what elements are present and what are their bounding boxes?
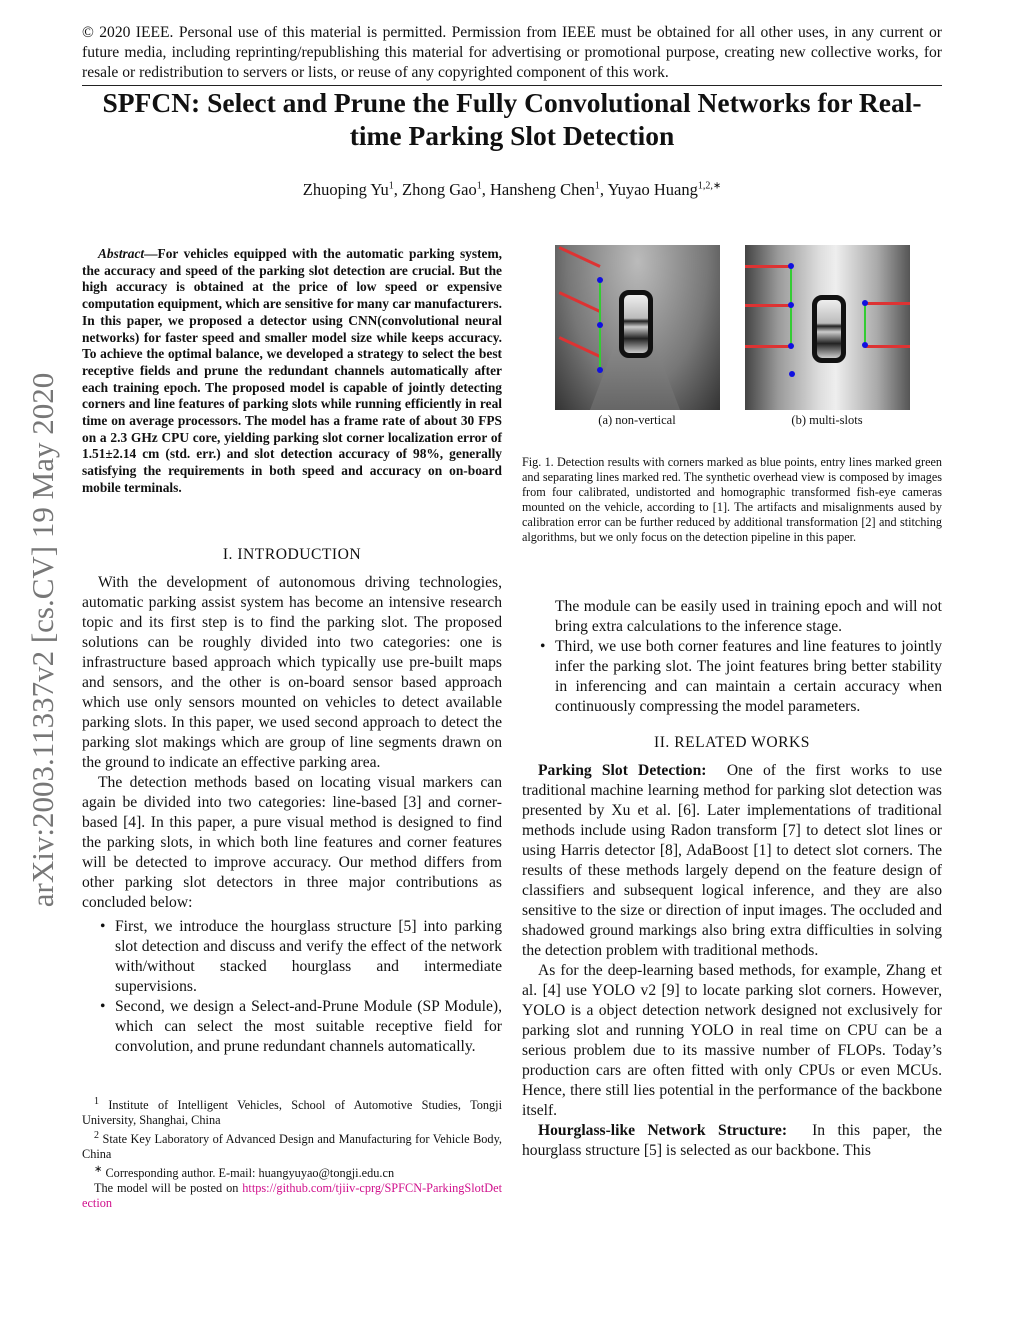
footnote: State Key Laboratory of Advanced Design and Manufacturing for Vehicle Body, China (82, 1132, 502, 1162)
bullet-item: • Third, we use both corner features and line features to jointly infer the parking slot. The joint features bring better stability in inferencing and can maintain a certain accuracy when continuously compressing the model parameters. (522, 637, 942, 717)
figure-image-non-vertical (555, 245, 720, 410)
bullet-continuation: The module can be easily used in training epoch and will not bring extra calculations to the inference stage. (555, 598, 942, 635)
author: Zhong Gao (402, 180, 477, 199)
section-heading: I. INTRODUCTION (222, 546, 362, 563)
paragraph: In this paper, the hourglass structure [5] is selected as our backbone. This (522, 1122, 943, 1159)
abstract-label: Abstract (98, 246, 145, 261)
subfigure-caption: (a) non-vertical (598, 413, 676, 427)
right-column (522, 597, 942, 1161)
affiliation-mark: 1,2,∗ (697, 180, 722, 192)
paper-title: SPFCN: Select and Prune the Fully Convolutional Networks for Real-time Parking Slot Detection (102, 87, 922, 151)
figure-image-multi-slots (745, 245, 910, 410)
footnote: Institute of Intelligent Vehicles, School of Automotive Studies, Tongji University, Shanghai, China (82, 1098, 502, 1128)
car-icon (812, 295, 846, 363)
left-column (82, 545, 502, 1057)
paragraph: The detection methods based on locating visual markers can again be divided into two categories: line-based [3] and corner-based [4]. In this paper, a pure visual method is designed to find the parking slots, in which both line features and corner features will be detected to improve accuracy. Our method differs from other parking slot detectors in three major contributions as concluded below: (82, 774, 502, 911)
affiliation-mark: 1 (388, 180, 394, 192)
subfigure-caption: (b) multi-slots (791, 413, 863, 427)
section-heading: II. RELATED WORKS (654, 734, 810, 751)
paragraph-heading: Hourglass-like Network Structure: (538, 1122, 788, 1139)
arxiv-identifier: arXiv:2003.11337v2 [cs.CV] 19 May 2020 (25, 372, 60, 908)
paragraph: As for the deep-learning based methods, for example, Zhang et al. [4] use YOLO v2 [9] to locate parking slot corners. However, YOLO is a object detection network designed not exclusively for parking slot and running YOLO in real time on CPU can be a serious problem due to its massive number of FLOPs. Today’s production cars are often fitted with only CPUs or even MCUs. Hence, there still lies potential in the performance of the backbone itself. (522, 962, 942, 1119)
author-list: Zhuoping Yu$^1$, Zhong Gao$^1$, Hansheng Chen$^1$, Yuyao Huang$^{1,2,∗}$ (302, 180, 722, 199)
abstract (82, 246, 502, 497)
copyright-notice: © 2020 IEEE. Personal use of this material is permitted. Permission from IEEE must be obtained for all other uses, in any current or future media, including reprinting/republishing this material for advertising or promotional purpose, creating new collective works, for resale or redistribution to servers or lists, or reuse of any copyrighted component of this work. (82, 24, 942, 81)
car-icon (619, 290, 653, 358)
footnote: Corresponding author. E-mail: huangyuyao@tongji.edu.cn (105, 1166, 395, 1181)
author: Yuyao Huang (607, 180, 698, 199)
footnotes: $^1$ Institute of Intelligent Vehicles, School of Automotive Studies, Tongji University, Shanghai, China $^2$ State Key Laboratory of Advanced Design and Manufacturing for Vehicle Body, China ∗ Corresponding author. E-mail: huangyuyao@tongji.edu.cn The model will be posted on https://github.com/tjiiv-cprg/SPFCN-ParkingSlotDetection (82, 1096, 502, 1211)
figure-caption: Fig. 1. Detection results with corners marked as blue points, entry lines marked green and separating lines marked red. The synthetic overhead view is composed by images from four calibrated, undistorted and homographic transformed fish-eye cameras mounted on the vehicle, according to [1]. The artifacts and misalignments aused by calibration error can be further reduced by additional transformation [2] and stitching algorithms, but we only focus on the detection pipeline in this paper. (522, 455, 942, 544)
paragraph: With the development of autonomous driving technologies, automatic parking assist system has become an intensive research topic and its first step is to find the parking slot. The proposed solutions can be roughly divided into two categories: one is infrastructure based approach which typically use pre-built maps and sensors, and the other is on-board sensor based approach which use only sensors mounted on vehicles to detect available parking slots. In this paper, we used second approach to detect the parking slot makings which are group of line segments drawn on the ground to indicate an effective parking area. (82, 574, 502, 771)
paragraph-heading: Parking Slot Detection: (538, 762, 707, 779)
affiliation-mark: 1 (476, 180, 482, 192)
github-link[interactable]: https://github.com/tjiiv-cprg/SPFCN-ParkingSlotDetection (82, 1181, 502, 1211)
paragraph: One of the first works to use traditional machine learning method for parking slot detection was presented by Xu et al. [6]. Later implementations of traditional methods include using Radon transform [7] to detect slot lines or using Harris detector [8], AdaBoost [1] to detect slot corners. The results of these methods largely depend on the feature design of classifiers and subsequent logical inference, and they are also sensitive to the size or direction of input images. The occluded and shadowed ground markings also bring extra difficulties in solving the detection problem with traditional methods. (522, 762, 943, 959)
footnote: The model will be posted on (94, 1181, 239, 1196)
author: Hansheng Chen (489, 180, 595, 199)
affiliation-mark: 1 (594, 180, 600, 192)
bullet-item: • Second, we design a Select-and-Prune Module (SP Module), which can select the most suitable receptive field for convolution, and prune redundant channels automatically. (82, 997, 502, 1057)
bullet-item: • First, we introduce the hourglass structure [5] into parking slot detection and discuss and verify the effect of the network with/without stacked hourglass and intermediate supervisions. (82, 917, 502, 997)
author: Zhuoping Yu (302, 180, 389, 199)
abstract-text: —For vehicles equipped with the automatic parking system, the accuracy and speed of the parking slot detection are crucial. But the high accuracy is obtained at the price of low speed or expensive computation equipment, which are sensitive for many car manufacturers. In this paper, we proposed a detector using CNN(convolutional neural networks) for faster speed and smaller model size while keeps accuracy. To achieve the optimal balance, we developed a strategy to select the best receptive fields and prune the redundant channels automatically after each training epoch. The proposed model is capable of jointly detecting corners and line features of parking slots while running efficiently in real time on average processors. The model has a frame rate of about 30 FPS on a 2.3 GHz CPU core, yielding parking slot corner localization error of 1.51±2.14 cm (std. err.) and slot detection accuracy of 98%, generally satisfying the requirements in both speed and accuracy on on-board mobile terminals. (82, 246, 502, 495)
